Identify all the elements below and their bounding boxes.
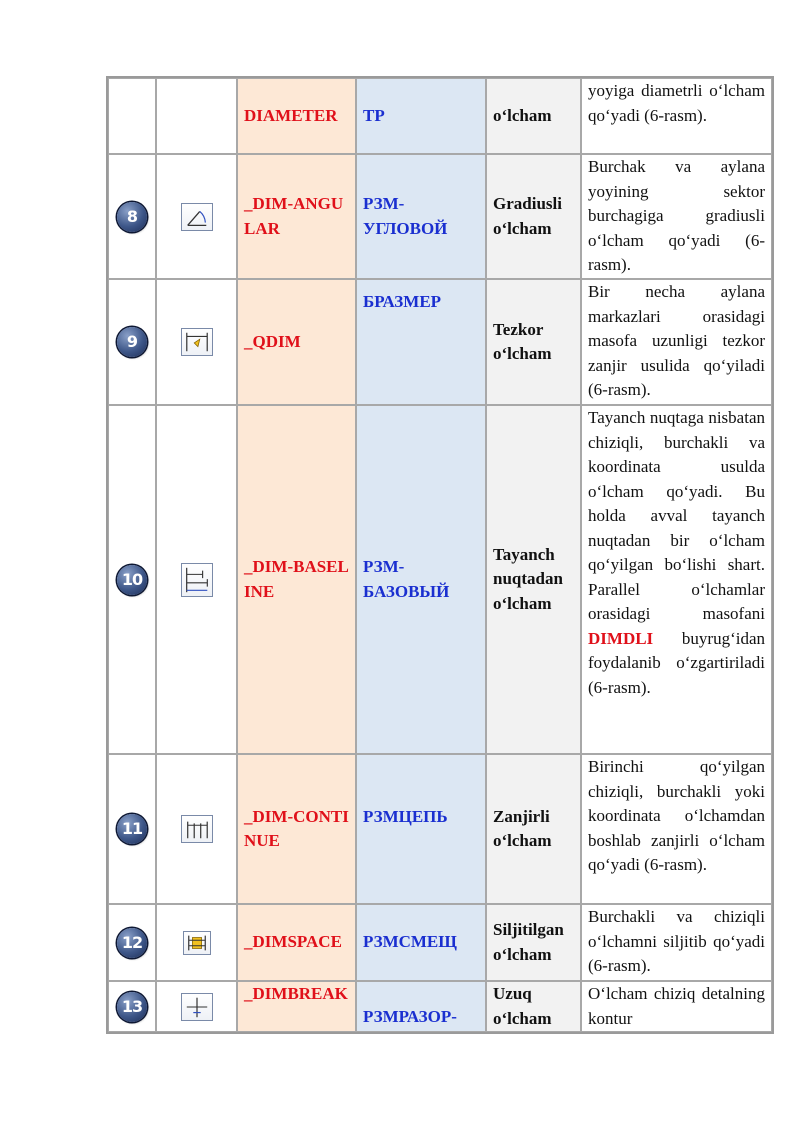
command-uz: Tayanch nuqtadan o‘lcham (486, 405, 581, 754)
table-row (108, 981, 772, 1032)
command-description: Birinchi qo‘yilgan chiziqli, burchakli yoki koordinata o‘lchamdan boshlab zanjirli o‘lcham qo‘yadi (6-rasm). (581, 754, 772, 904)
command-description: Bir necha aylana markazlari orasidagi masofa uzunligi tezkor zanjir usulida qo‘yiladi (6-rasm). (581, 279, 772, 405)
number-cell (108, 981, 156, 1032)
baseline-dimension-icon (181, 563, 213, 597)
icon-cell (156, 279, 237, 405)
dimdli-command: DIMDLI (588, 628, 654, 648)
row-number-badge: 13 (117, 992, 147, 1022)
table-row (108, 405, 772, 754)
icon-cell (156, 904, 237, 981)
icon-cell (156, 78, 237, 154)
dimension-break-icon (181, 993, 213, 1021)
command-ru: БРАЗМЕР (356, 279, 486, 405)
command-en: _DIM-BASELINE (237, 405, 356, 754)
command-uz: o‘lcham (486, 78, 581, 154)
command-ru: ТР (356, 78, 486, 154)
table-row (108, 78, 772, 154)
command-ru: РЗМРАЗОР- (356, 981, 486, 1032)
table-row (108, 904, 772, 981)
row-number-badge: 8 (117, 202, 147, 232)
command-uz: Tezkor o‘lcham (486, 279, 581, 405)
command-en: _DIMBREAK (237, 981, 356, 1032)
icon-cell (156, 754, 237, 904)
command-description: yoyiga diametrli o‘lcham qo‘yadi (6-rasm). (581, 78, 772, 154)
command-uz: Uzuq o‘lcham (486, 981, 581, 1032)
description-text: Tayanch nuqtaga nisbatan chiziqli, burchakli va koordinata usulda o‘lcham qo‘yadi. Bu holda avval tayanch nuqtadan bir o‘lcham qo‘yilgan bo‘lishi shart. Parallel o‘lchamlar orasidagi masofani (588, 408, 765, 623)
icon-cell (156, 154, 237, 279)
command-ru: РЗМ-БАЗОВЫЙ (356, 405, 486, 754)
command-en: _DIM-ANGULAR (237, 154, 356, 279)
command-en: _DIM-CONTINUE (237, 754, 356, 904)
continue-dimension-icon (181, 815, 213, 843)
icon-cell (156, 405, 237, 754)
command-ru: РЗМЦЕПЬ (356, 754, 486, 904)
command-en: _QDIM (237, 279, 356, 405)
table-row (108, 279, 772, 405)
dimension-space-icon (183, 931, 211, 955)
command-uz: Zanjirli o‘lcham (486, 754, 581, 904)
angular-dimension-icon (181, 203, 213, 231)
number-cell (108, 154, 156, 279)
command-en: _DIMSPACE (237, 904, 356, 981)
row-number-badge: 11 (117, 814, 147, 844)
command-description (581, 405, 772, 754)
number-cell (108, 405, 156, 754)
command-uz: Siljitilgan o‘lcham (486, 904, 581, 981)
number-cell (108, 754, 156, 904)
command-description: O‘lcham chiziq detalning kontur (581, 981, 772, 1032)
table-row (108, 754, 772, 904)
command-description: Burchak va aylana yoyining sektor burchagiga gradiusli o‘lcham qo‘yadi (6-rasm). (581, 154, 772, 279)
row-number-badge: 12 (117, 928, 147, 958)
command-ru: РЗМ-УГЛОВОЙ (356, 154, 486, 279)
command-ru: РЗМСМЕЩ (356, 904, 486, 981)
quick-dimension-icon (181, 328, 213, 356)
number-cell (108, 904, 156, 981)
number-cell (108, 78, 156, 154)
table-row (108, 154, 772, 279)
command-uz: Gradiusli o‘lcham (486, 154, 581, 279)
row-number-badge: 10 (117, 565, 147, 595)
command-en: DIAMETER (237, 78, 356, 154)
icon-cell (156, 981, 237, 1032)
command-description: Burchakli va chiziqli o‘lchamni siljitib qo‘yadi (6-rasm). (581, 904, 772, 981)
number-cell (108, 279, 156, 405)
row-number-badge: 9 (117, 327, 147, 357)
command-table (106, 76, 774, 1034)
description-text: buyrug‘idan foydalanib o‘zgartiriladi (6-rasm). (588, 628, 765, 697)
